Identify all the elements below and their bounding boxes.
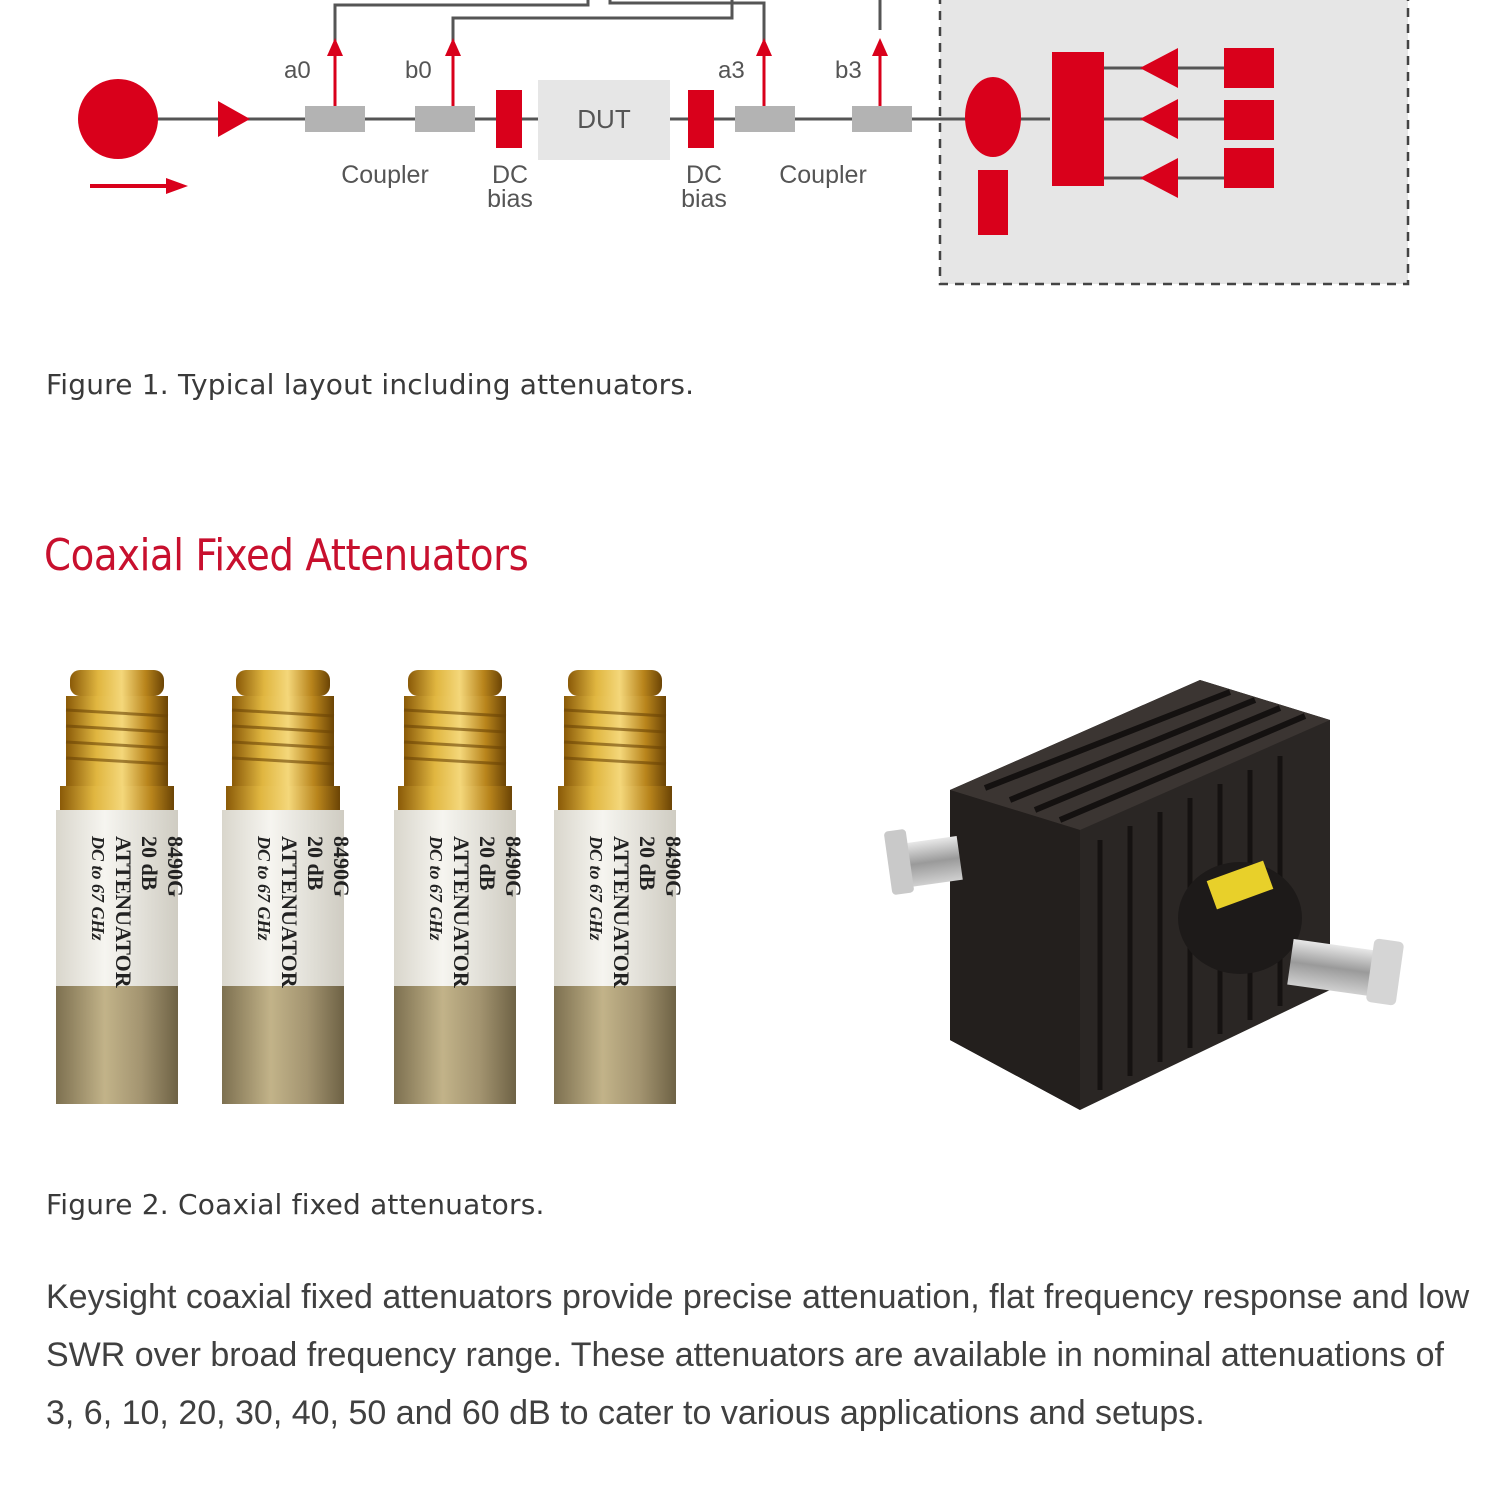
coupler-b3 bbox=[852, 106, 912, 132]
coupler-a0 bbox=[305, 106, 365, 132]
attenuator-2-range: DC to 67 GHz bbox=[254, 836, 274, 941]
attenuator-1-range: DC to 67 GHz bbox=[88, 836, 108, 941]
attenuator-3-value: 20 dB bbox=[475, 836, 500, 891]
attenuator-1-model: 8490G bbox=[163, 836, 188, 898]
switch-block-icon bbox=[1052, 52, 1104, 186]
attenuator-1-value: 20 dB bbox=[137, 836, 162, 891]
coupler-a3 bbox=[735, 106, 795, 132]
coupler-right-label: Coupler bbox=[779, 161, 867, 189]
direction-arrow-icon bbox=[90, 178, 188, 194]
coupler-b0 bbox=[415, 106, 475, 132]
load-icon bbox=[978, 170, 1008, 235]
attenuator-2 bbox=[222, 670, 354, 1104]
receiver-block-icons bbox=[1224, 48, 1274, 188]
dc-bias-left-label-2: bias bbox=[487, 185, 533, 213]
section-heading: Coaxial Fixed Attenuators bbox=[44, 530, 529, 581]
attenuator-2-type: ATTENUATOR bbox=[277, 836, 302, 988]
attenuator-4 bbox=[554, 670, 686, 1104]
amplifier-icon bbox=[218, 101, 250, 137]
attenuator-3 bbox=[394, 670, 526, 1104]
dc-bias-right-label-1: DC bbox=[685, 161, 723, 189]
dc-bias-right bbox=[688, 90, 714, 148]
attenuator-4-value: 20 dB bbox=[635, 836, 660, 891]
coupler-left-label: Coupler bbox=[341, 161, 429, 189]
attenuator-3-range: DC to 67 GHz bbox=[426, 836, 446, 941]
high-power-attenuator bbox=[884, 680, 1405, 1110]
figure-1-caption: Figure 1. Typical layout including attenuators. bbox=[46, 368, 695, 401]
label-a3: a3 bbox=[718, 57, 745, 84]
label-a0: a0 bbox=[284, 57, 311, 84]
attenuator-4-model: 8490G bbox=[661, 836, 686, 898]
attenuator-4-type: ATTENUATOR bbox=[609, 836, 634, 988]
attenuator-2-model: 8490G bbox=[329, 836, 354, 898]
dc-bias-left bbox=[496, 90, 522, 148]
dc-bias-left-label-1: DC bbox=[491, 161, 529, 189]
dc-bias-right-label-2: bias bbox=[681, 185, 727, 213]
label-b0: b0 bbox=[405, 57, 432, 84]
label-b3: b3 bbox=[835, 57, 862, 84]
attenuator-4-range: DC to 67 GHz bbox=[586, 836, 606, 941]
arrowhead-icons bbox=[327, 38, 888, 56]
splitter-icon bbox=[965, 77, 1021, 157]
attenuator-3-type: ATTENUATOR bbox=[449, 836, 474, 988]
figure-2-caption: Figure 2. Coaxial fixed attenuators. bbox=[46, 1188, 545, 1221]
attenuator-1 bbox=[56, 670, 188, 1104]
attenuator-photos bbox=[40, 660, 1440, 1130]
source-icon bbox=[78, 79, 158, 159]
layout-diagram bbox=[0, 0, 1500, 300]
attenuator-2-value: 20 dB bbox=[303, 836, 328, 891]
dut-label: DUT bbox=[577, 104, 631, 134]
attenuator-3-model: 8490G bbox=[501, 836, 526, 898]
body-paragraph: Keysight coaxial fixed attenuators provide precise attenuation, flat frequency response and low SWR over broad frequency range. These attenuators are available in nominal attenuations of 3, 6, 10, 20, 30, 40, 50 and 60 dB to cater to various applications and setups. bbox=[46, 1278, 1470, 1432]
attenuator-1-type: ATTENUATOR bbox=[111, 836, 136, 988]
